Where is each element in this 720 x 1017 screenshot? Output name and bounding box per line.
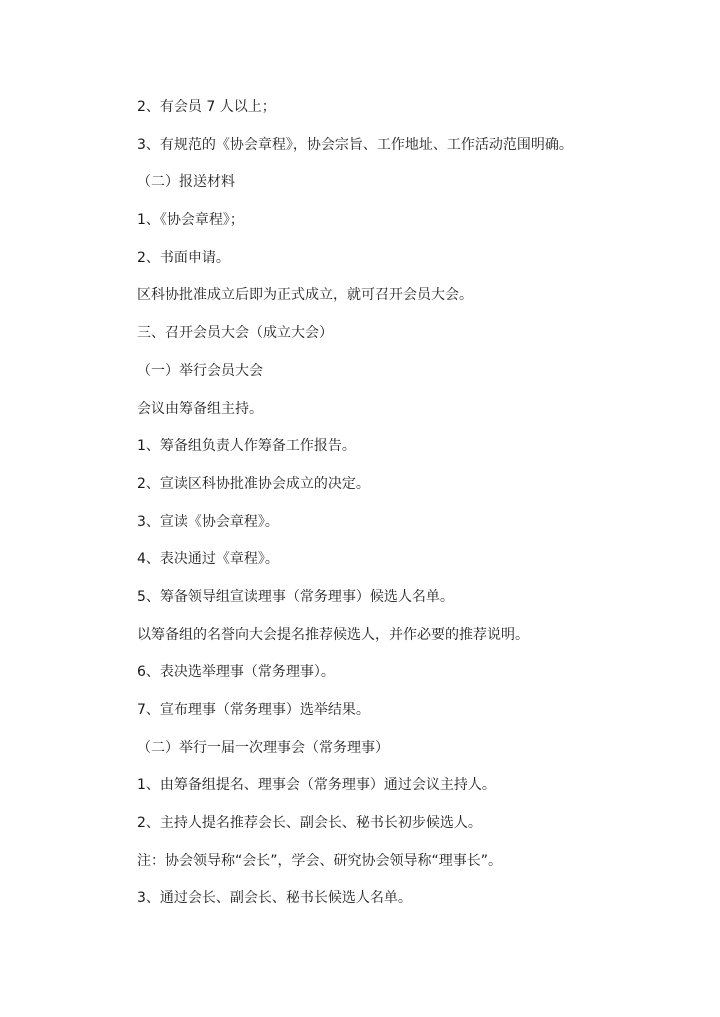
paragraph: 1、由筹备组提名、理事会（常务理事）通过会议主持人。 — [137, 777, 496, 794]
paragraph: 2、主持人提名推荐会长、副会长、秘书长初步候选人。 — [137, 815, 482, 832]
paragraph: 6、表决选举理事（常务理事）。 — [137, 664, 335, 681]
section-heading: （二）报送材料 — [137, 174, 235, 191]
paragraph: 3、通过会长、副会长、秘书长候选人名单。 — [137, 890, 412, 907]
paragraph: 4、表决通过《章程》。 — [137, 551, 279, 568]
paragraph: 1、筹备组负责人作筹备工作报告。 — [137, 438, 356, 455]
section-heading: （二）举行一届一次理事会（常务理事） — [137, 739, 389, 756]
paragraph: 区科协批准成立后即为正式成立，就可召开会员大会。 — [137, 287, 473, 304]
section-heading: （一）举行会员大会 — [137, 362, 263, 379]
paragraph: 会议由筹备组主持。 — [137, 400, 263, 417]
note-paragraph: 注：协会领导称“会长”，学会、研究协会领导称“理事长”。 — [137, 852, 503, 869]
document-body — [137, 96, 597, 925]
paragraph: 以筹备组的名誉向大会提名推荐候选人，并作必要的推荐说明。 — [137, 626, 529, 643]
paragraph: 5、筹备领导组宣读理事（常务理事）候选人名单。 — [137, 588, 454, 605]
paragraph: 7、宣布理事（常务理事）选举结果。 — [137, 702, 370, 718]
paragraph: 2、宣读区科协批准协会成立的决定。 — [137, 475, 370, 492]
paragraph: 3、宣读《协会章程》。 — [137, 513, 279, 530]
section-heading: 三、召开会员大会（成立大会） — [137, 325, 333, 342]
paragraph: 2、书面申请。 — [137, 249, 230, 266]
paragraph: 1、《协会章程》； — [137, 212, 244, 229]
paragraph: 3、有规范的《协会章程》，协会宗旨、工作地址、工作活动范围明确。 — [137, 136, 573, 153]
paragraph: 2、有会员 7 人以上； — [137, 99, 276, 115]
